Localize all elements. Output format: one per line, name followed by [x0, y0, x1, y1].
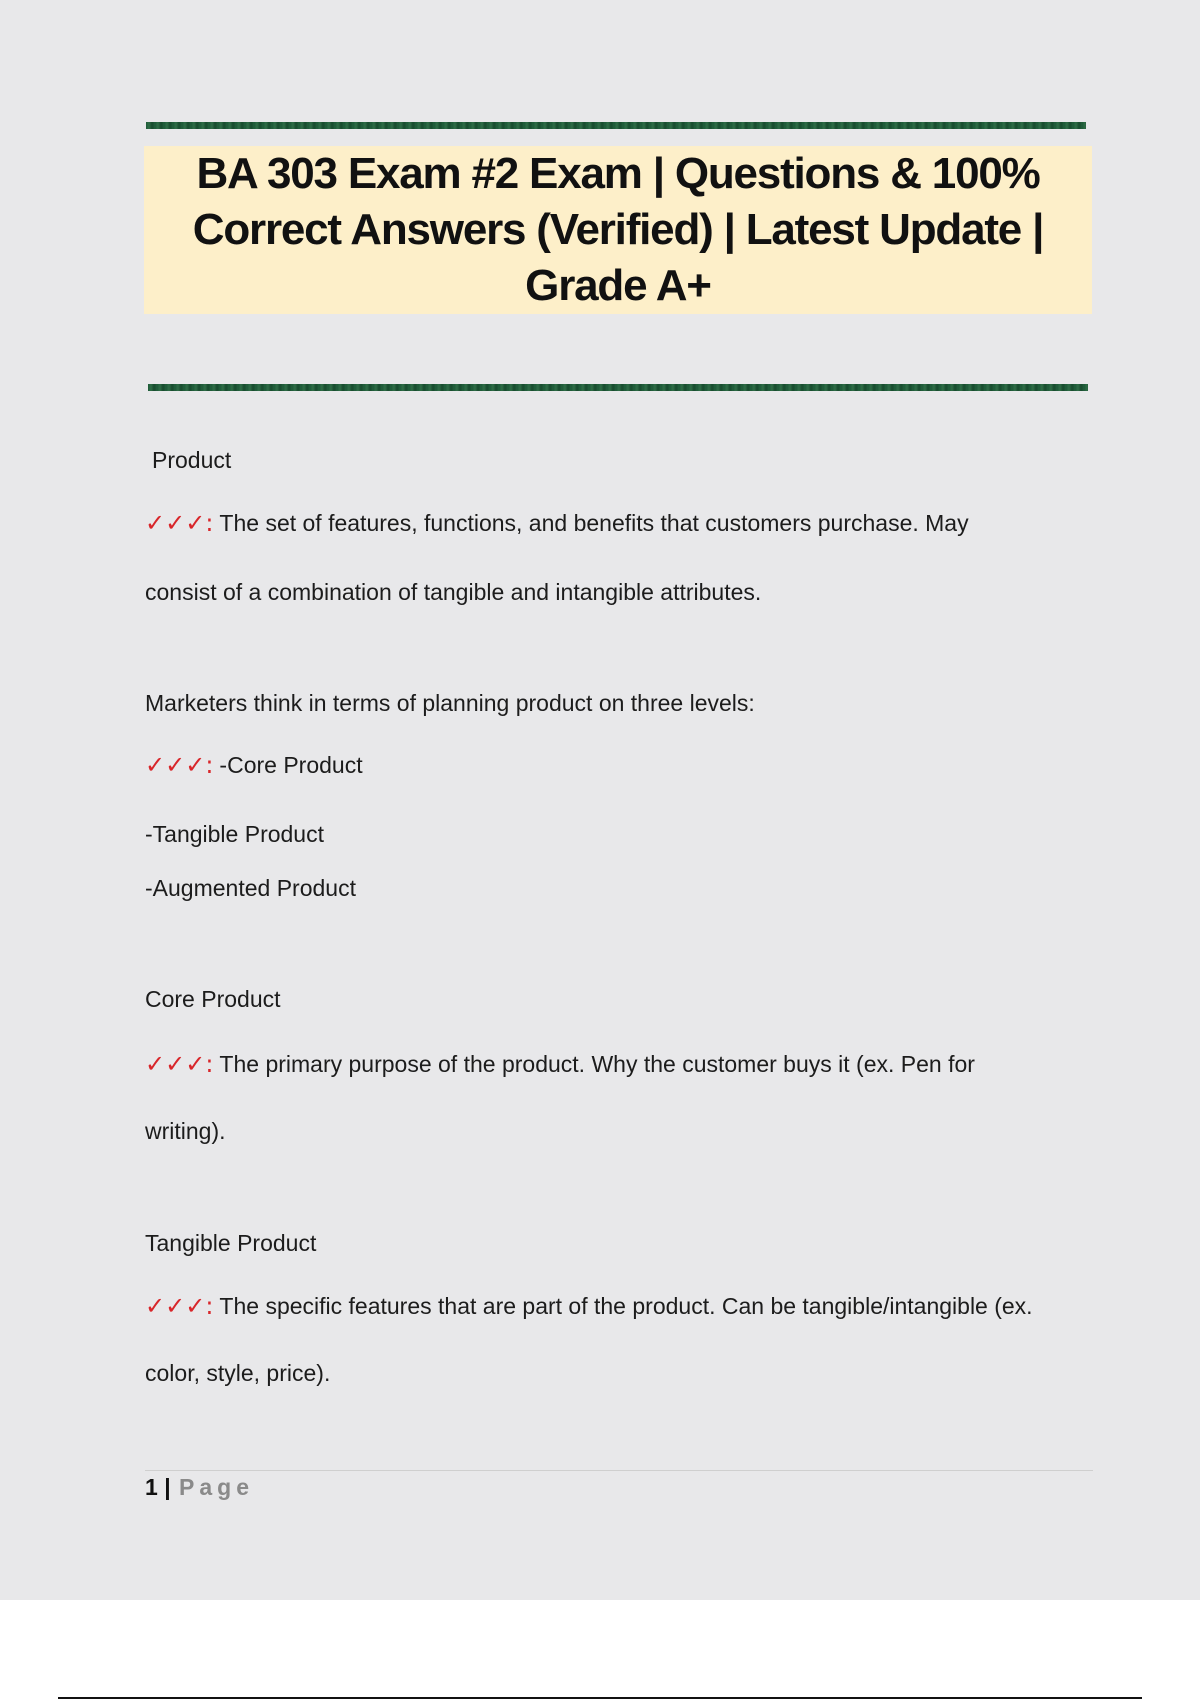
page-number: 1 — [145, 1474, 158, 1500]
page-footer — [145, 1474, 254, 1501]
question-term-levels: Marketers think in terms of planning product on three levels: — [145, 690, 755, 716]
footer-divider — [145, 1470, 1093, 1471]
next-page-edge-rule — [58, 1697, 1142, 1699]
check-marks-icon: ✓✓✓: — [145, 1050, 214, 1078]
answer-line — [145, 1050, 975, 1078]
answer-continuation: consist of a combination of tangible and intangible attributes. — [145, 579, 762, 605]
answer-continuation: -Tangible Product — [145, 821, 324, 847]
title-highlight-box — [144, 146, 1092, 314]
answer-continuation: color, style, price). — [145, 1360, 331, 1386]
check-marks-icon: ✓✓✓: — [145, 751, 214, 779]
document-title: BA 303 Exam #2 Exam | Questions & 100% Correct Answers (Verified) | Latest Update | Grade A+ — [192, 149, 1044, 310]
question-term-tangible-product: Tangible Product — [145, 1230, 317, 1256]
check-marks-icon: ✓✓✓: — [145, 509, 214, 537]
bottom-decorative-rule — [148, 384, 1088, 391]
question-term-core-product: Core Product — [145, 986, 281, 1012]
question-term-product: Product — [152, 447, 232, 473]
answer-text: -Core Product — [219, 752, 363, 778]
answer-continuation: -Augmented Product — [145, 875, 356, 901]
top-decorative-rule — [146, 122, 1086, 129]
check-marks-icon: ✓✓✓: — [145, 1292, 214, 1320]
answer-continuation: writing). — [145, 1118, 226, 1144]
answer-text: The primary purpose of the product. Why the customer buys it (ex. Pen for — [219, 1051, 975, 1077]
answer-line — [145, 509, 969, 537]
answer-text: The specific features that are part of the product. Can be tangible/intangible (ex. — [219, 1293, 1033, 1319]
answer-line — [145, 751, 363, 779]
answer-line — [145, 1292, 1033, 1320]
answer-text: The set of features, functions, and benefits that customers purchase. May — [219, 510, 969, 536]
page-label: Page — [179, 1474, 254, 1500]
footer-separator: | — [164, 1474, 171, 1500]
